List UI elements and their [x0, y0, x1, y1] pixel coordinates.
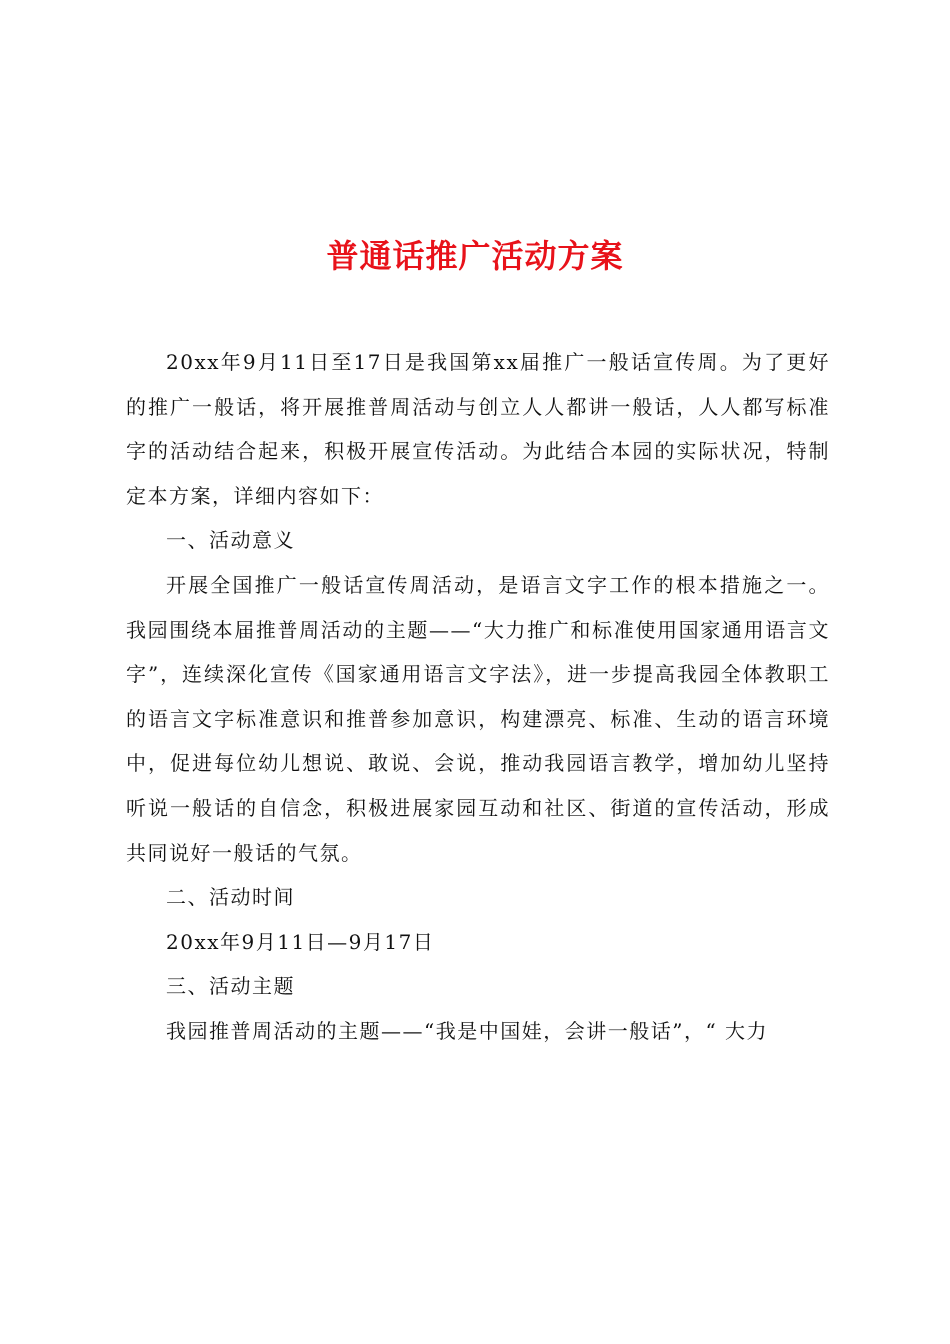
- theme-paragraph: 我园推普周活动的主题——“我是中国娃，会讲一般话”，“ 大力: [166, 1018, 769, 1043]
- significance-paragraph: 开展全国推广一般话宣传周活动，是语言文字工作的根本措施之一。我园围绕本届推普周活动的主题——“大力推广和标准使用国家通用语言文字”，连续深化宣传《国家通用语言文字法》，进一步提高我园全体教职工的语言文字标准意识和推普参加意识，构建漂亮、标准、生动的语言环境中，促进每位幼儿想说、敢说、会说，推动我园语言教学，增加幼儿坚持听说一般话的自信念，积极进展家园互动和社区、街道的宣传活动，形成共同说好一般话的气氛。: [126, 572, 830, 865]
- section-heading-time: 二、活动时间: [166, 885, 295, 910]
- time-paragraph: 20xx年9月11日—9月17日: [166, 929, 435, 954]
- section-heading-theme: 三、活动主题: [166, 974, 295, 999]
- document-body: [126, 340, 830, 1054]
- section-heading-significance: 一、活动意义: [166, 528, 295, 553]
- intro-paragraph: 20xx年9月11日至17日是我国第xx届推广一般话宣传周。为了更好的推广一般话，将开展推普周活动与创立人人都讲一般话，人人都写标准字的活动结合起来，积极开展宣传活动。为此结合本园的实际状况，特制定本方案，详细内容如下：: [126, 350, 830, 508]
- document-title: 普通话推广活动方案: [326, 237, 624, 276]
